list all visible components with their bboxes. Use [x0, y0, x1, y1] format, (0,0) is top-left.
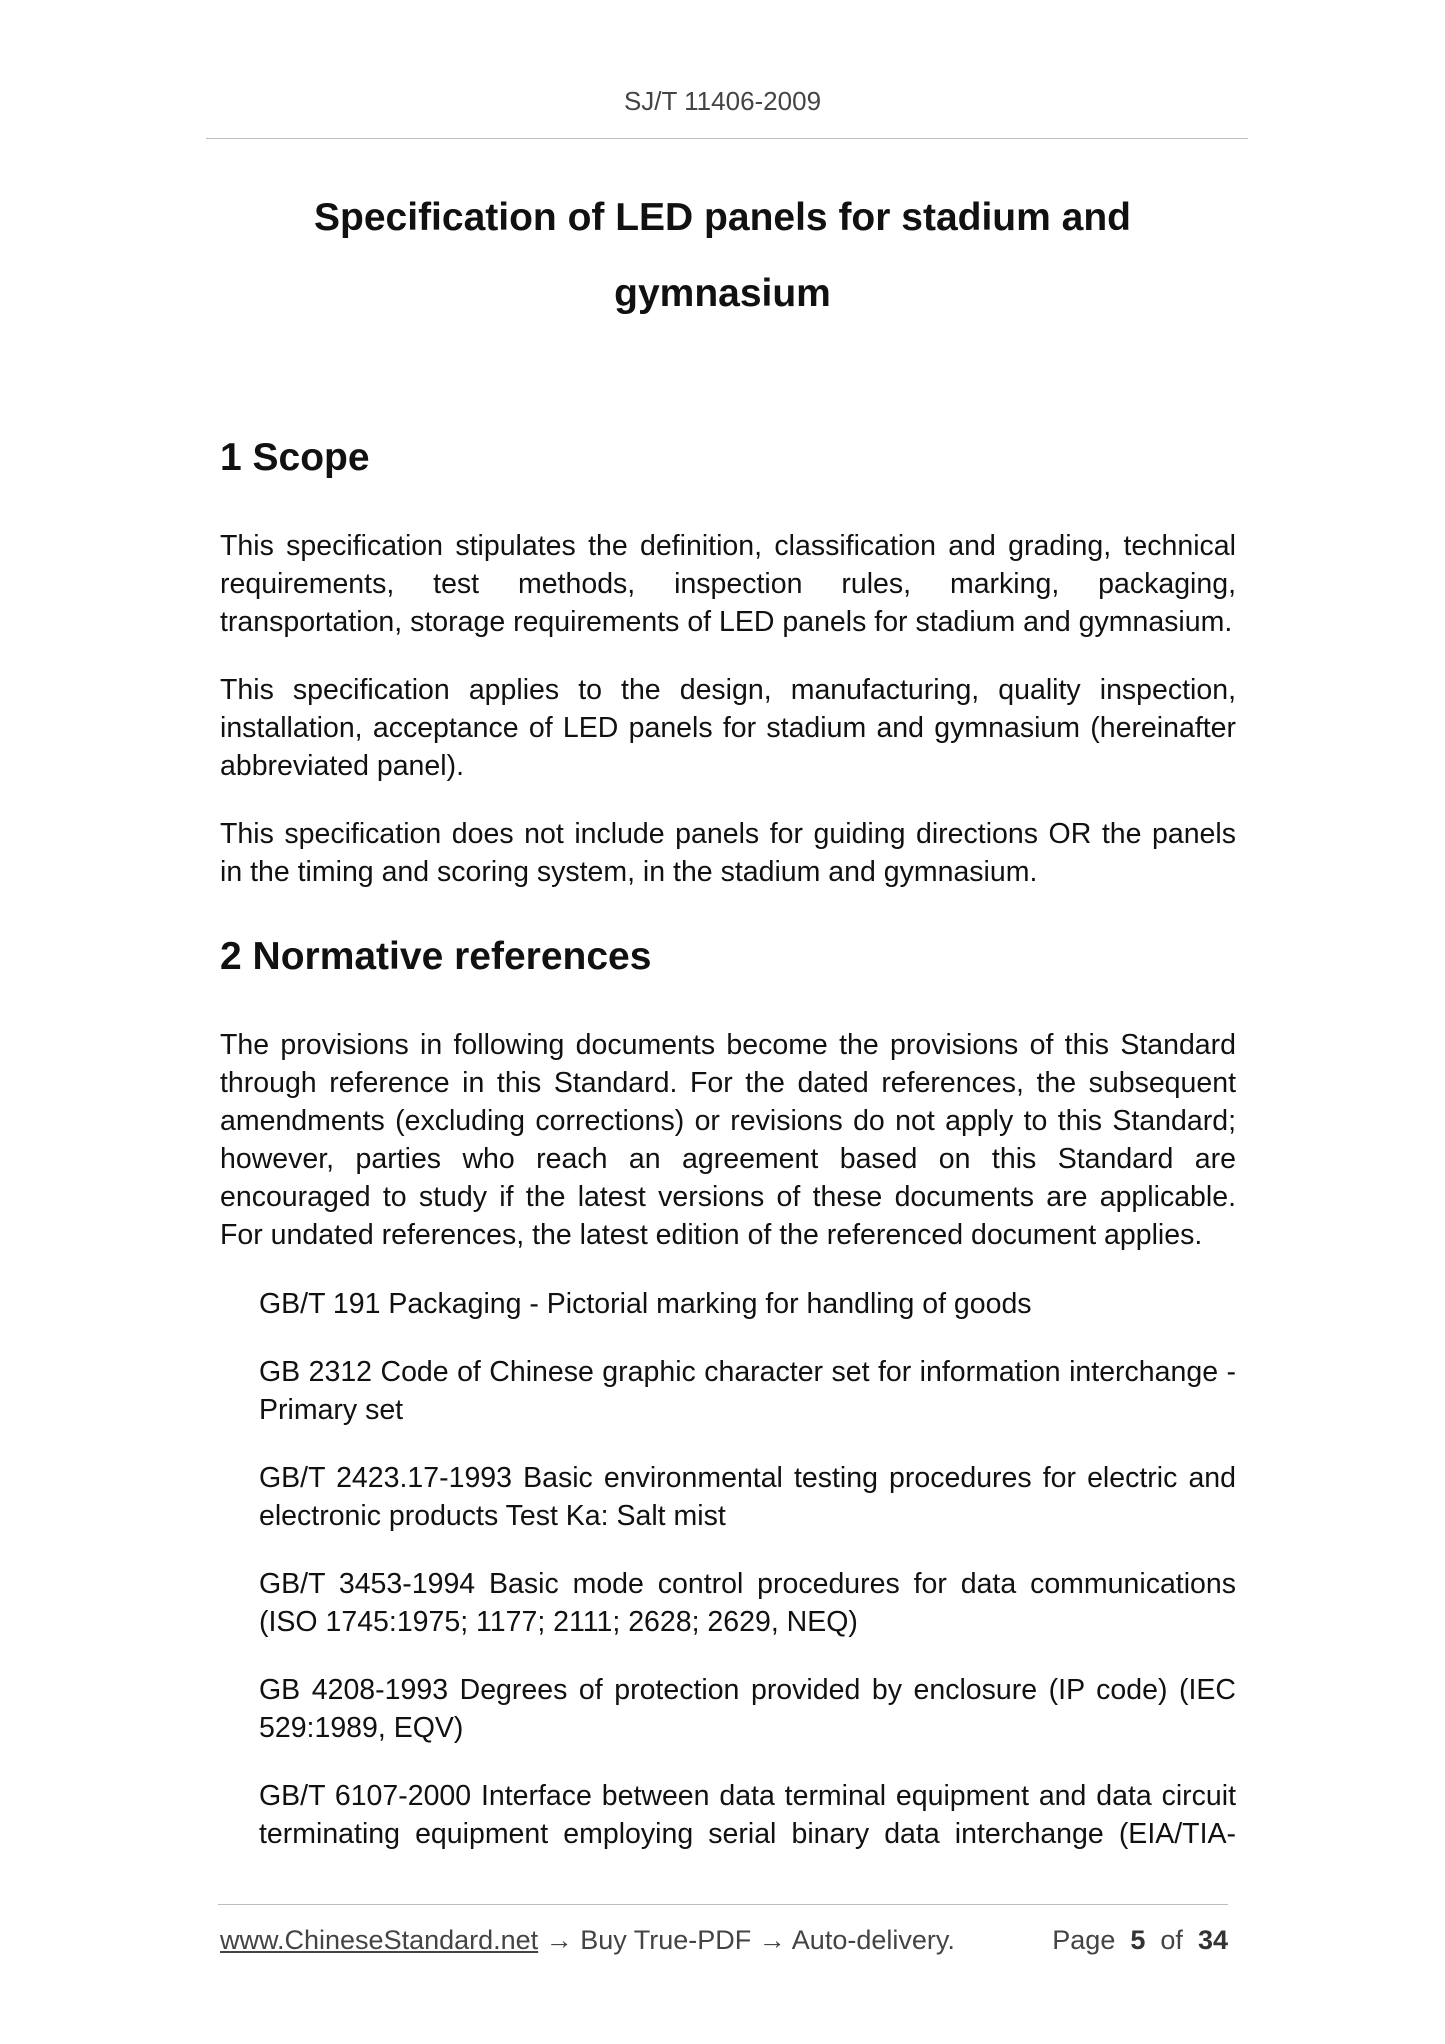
document-number: SJ/T 11406-2009 [623, 86, 822, 116]
reference-item: GB 4208-1993 Degrees of protection provided by enclosure (IP code) (IEC 529:1989, EQV) [259, 1674, 1236, 1744]
of-label: of [1160, 1925, 1183, 1955]
arrow-right-icon: → [758, 1925, 786, 1955]
title-line-1: Specification of LED panels for stadium and [314, 196, 1131, 239]
buy-text: Buy True-PDF [580, 1925, 752, 1955]
header-divider [206, 138, 1248, 139]
current-page-number: 5 [1130, 1925, 1146, 1955]
arrow-right-icon: → [545, 1925, 573, 1955]
scope-paragraph-1: This specification stipulates the definition, classification and grading, technical requirements, test methods, inspection rules, marking, packaging, transportation, storage requirements of LED panels for stadium and gymnasium. [220, 530, 1236, 638]
website-link[interactable]: www.ChineseStandard.net [220, 1925, 539, 1955]
scope-paragraph-3: This specification does not include panels for guiding directions OR the panels in the timing and scoring system, in the stadium and gymnasium. [220, 818, 1236, 888]
footer-promo [220, 1925, 955, 1956]
document-title [0, 180, 1445, 332]
reference-item: GB/T 6107-2000 Interface between data terminal equipment and data circuit terminating equipment employing serial binary data interchange (EIA/TIA- [259, 1780, 1236, 1850]
page-indicator [1052, 1925, 1228, 1956]
total-page-count: 34 [1197, 1925, 1228, 1955]
delivery-text: Auto-delivery. [791, 1925, 955, 1955]
reference-item: GB/T 2423.17-1993 Basic environmental testing procedures for electric and electronic products Test Ka: Salt mist [259, 1462, 1236, 1532]
scope-paragraph-2: This specification applies to the design, manufacturing, quality inspection, installation, acceptance of LED panels for stadium and gymnasium (hereinafter abbreviated panel). [220, 674, 1236, 782]
reference-item: GB/T 3453-1994 Basic mode control procedures for data communications (ISO 1745:1975; 1177; 2111; 2628; 2629, NEQ) [259, 1568, 1236, 1638]
section-heading-normative-references: 2 Normative references [220, 935, 652, 978]
page-footer [220, 1925, 1228, 1959]
normative-paragraph-1: The provisions in following documents become the provisions of this Standard through reference in this Standard. For the dated references, the subsequent amendments (excluding corrections) or revisions do not apply to this Standard; however, parties who reach an agreement based on this Standard are encouraged to study if the latest versions of these documents are applicable. For undated references, the latest edition of the referenced document applies. [220, 1029, 1236, 1251]
page-label: Page [1052, 1925, 1116, 1955]
section-heading-scope: 1 Scope [220, 436, 370, 479]
reference-item: GB 2312 Code of Chinese graphic character set for information interchange - Primary set [259, 1356, 1236, 1426]
title-line-2: gymnasium [614, 272, 831, 315]
footer-divider [218, 1904, 1228, 1905]
reference-item: GB/T 191 Packaging - Pictorial marking for handling of goods [259, 1288, 1032, 1320]
